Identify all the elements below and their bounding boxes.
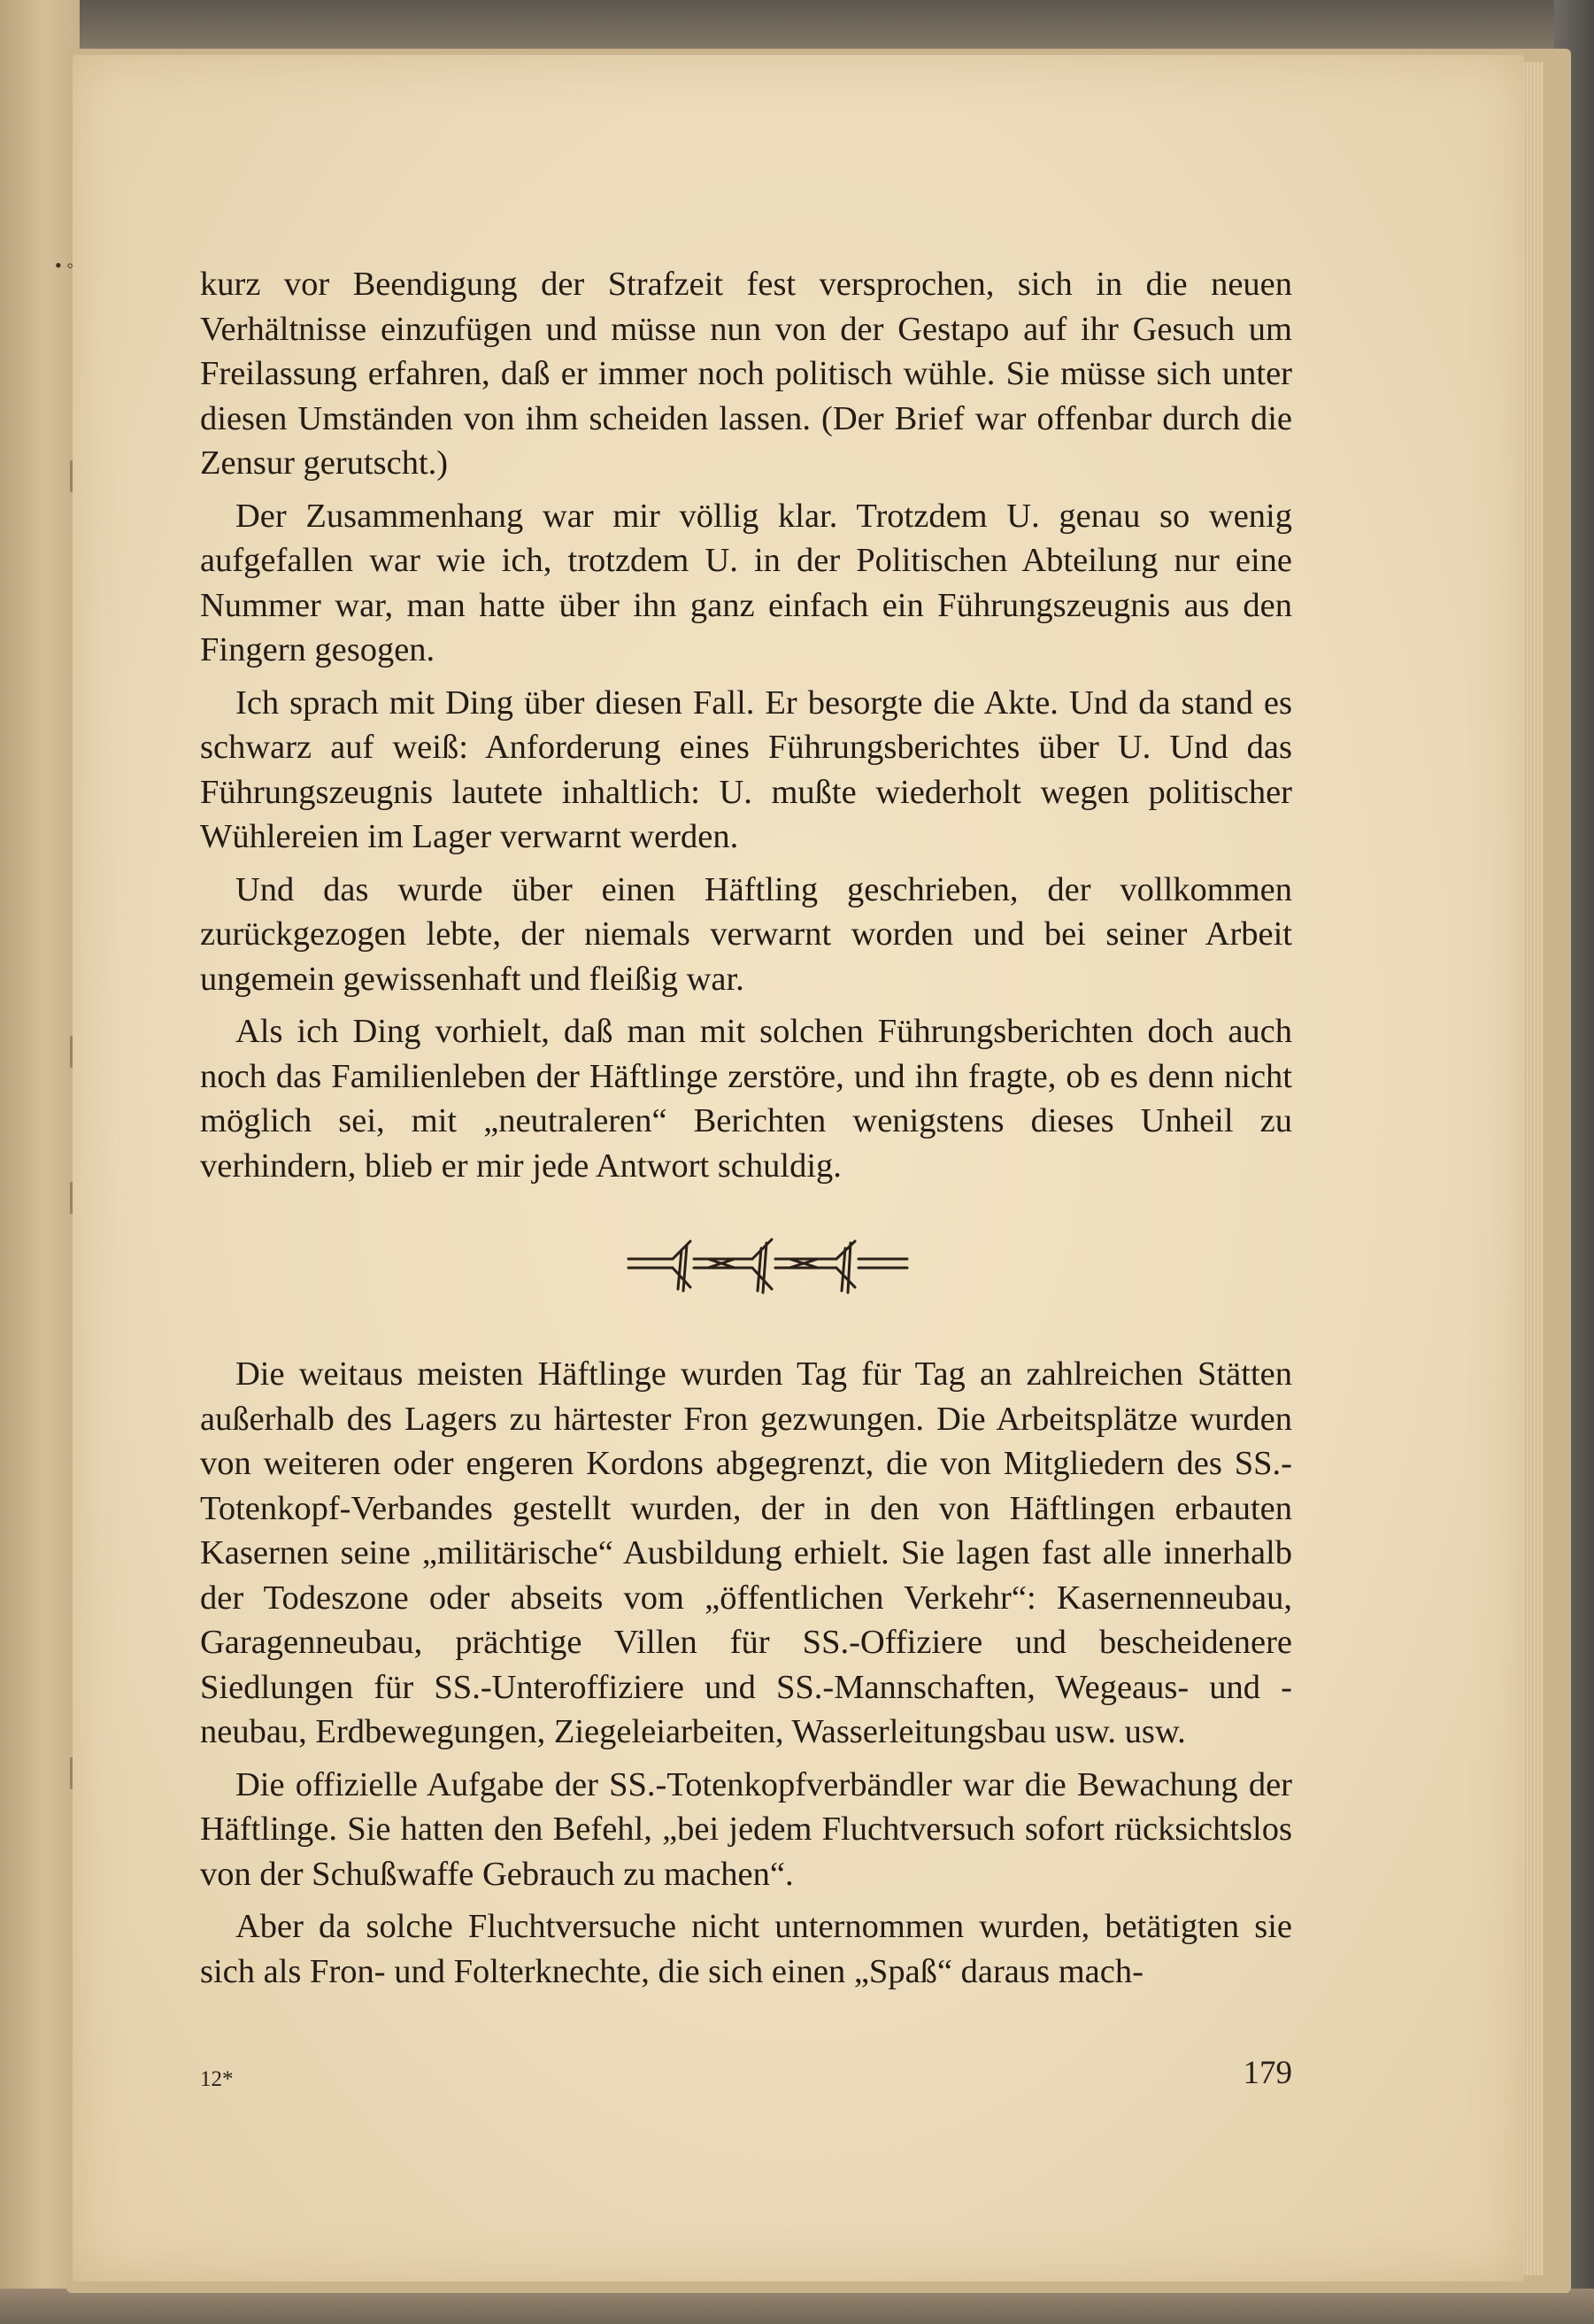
margin-tick — [70, 1757, 73, 1789]
gutter-mark: • ◦ — [55, 254, 74, 276]
paragraph: Aber da solche Fluchtversuche nicht unternommen wurden, betätigten sie sich als Fron- und Folterknechte, die sich einen „Spaß“ daraus mach- — [200, 1908, 1292, 1990]
paragraph: Ich sprach mit Ding über diesen Fall. Er besorgte die Akte. Und da stand es schwarz auf weiß: Anforderung eines Führungsberichtes über U. Und das Führungszeugnis lautete inhaltlich: U. mußte wiederholt wegen politischer Wühlereien im Lager verwarnt werden. — [200, 683, 1292, 855]
paragraph: Die weitaus meisten Häftlinge wurden Tag für Tag an zahlreichen Stätten außerhalb des Lagers zu härtester Fron gezwungen. Die Arbeitsplätze wurden von weiteren oder engeren Kordons abgegrenzt, die von Mitgliedern des SS.-Totenkopf-Verbandes gestellt wurden, der in den von Häftlingen erbauten Kasernen seine „militärische“ Ausbildung erhielt. Sie lagen fast alle innerhalb der Todeszone oder abseits vom „öffentlichen Verkehr“: Kasernenneubau, Garagenneubau, prächtige Villen für SS.-Offiziere und bescheidenere Siedlungen für SS.-Unteroffiziere und SS.-Mannschaften, Wegeaus- und -neubau, Erdbewegungen, Ziegeleiarbeiten, Wasserleitungsbau usw. usw. — [200, 1355, 1292, 1750]
paragraph: kurz vor Beendigung der Strafzeit fest versprochen, sich in die neuen Verhältnisse einzufügen und müsse nun von der Gestapo auf ihr Gesuch um Freilassung erfahren, daß er immer noch politisch wühle. Sie müsse sich unter diesen Umständen von ihm scheiden lassen. (Der Brief war offenbar durch die Zensur gerutscht.) — [200, 266, 1292, 482]
page-number: 179 — [1243, 2055, 1292, 2091]
text-block-top — [200, 262, 1292, 1196]
signature-mark: 12* — [200, 2067, 234, 2091]
margin-tick — [70, 1182, 73, 1214]
margin-tick — [70, 1036, 73, 1068]
scanner-backdrop-top — [0, 0, 1594, 53]
paragraph: Die offizielle Aufgabe der SS.-Totenkopfverbändler war die Bewachung der Häftlinge. Sie hatten den Befehl, „bei jedem Fluchtversuch sofort rücksichtslos von der Schußwaffe Gebrauch zu machen“. — [200, 1765, 1292, 1893]
paragraph: Und das wurde über einen Häftling geschrieben, der vollkommen zurückgezogen lebte, der niemals verwarnt worden und bei seiner Arbeit ungemein gewissenhaft und fleißig war. — [200, 870, 1292, 998]
page-edge-stack — [1524, 62, 1544, 2275]
paragraph: Der Zusammenhang war mir völlig klar. Trotzdem U. genau so wenig aufgefallen war wie ich, trotzdem U. in der Politischen Abteilung nur eine Nummer war, man hatte über ihn ganz einfach ein Führungszeugnis aus den Fingern gesogen. — [200, 497, 1292, 668]
barbed-wire-ornament — [620, 1224, 920, 1303]
paragraph: Als ich Ding vorhielt, daß man mit solchen Führungsberichten doch auch noch das Familienleben der Häftlinge zerstöre, und ihn fragte, ob es denn nicht möglich sei, mit „neutraleren“ Berichten wenigstens dieses Unheil zu verhindern, blieb er mir jede Antwort schuldig. — [200, 1013, 1292, 1185]
text-block-bottom — [200, 1352, 1292, 2002]
scanner-backdrop-bottom — [0, 2289, 1594, 2324]
margin-tick — [70, 460, 73, 492]
